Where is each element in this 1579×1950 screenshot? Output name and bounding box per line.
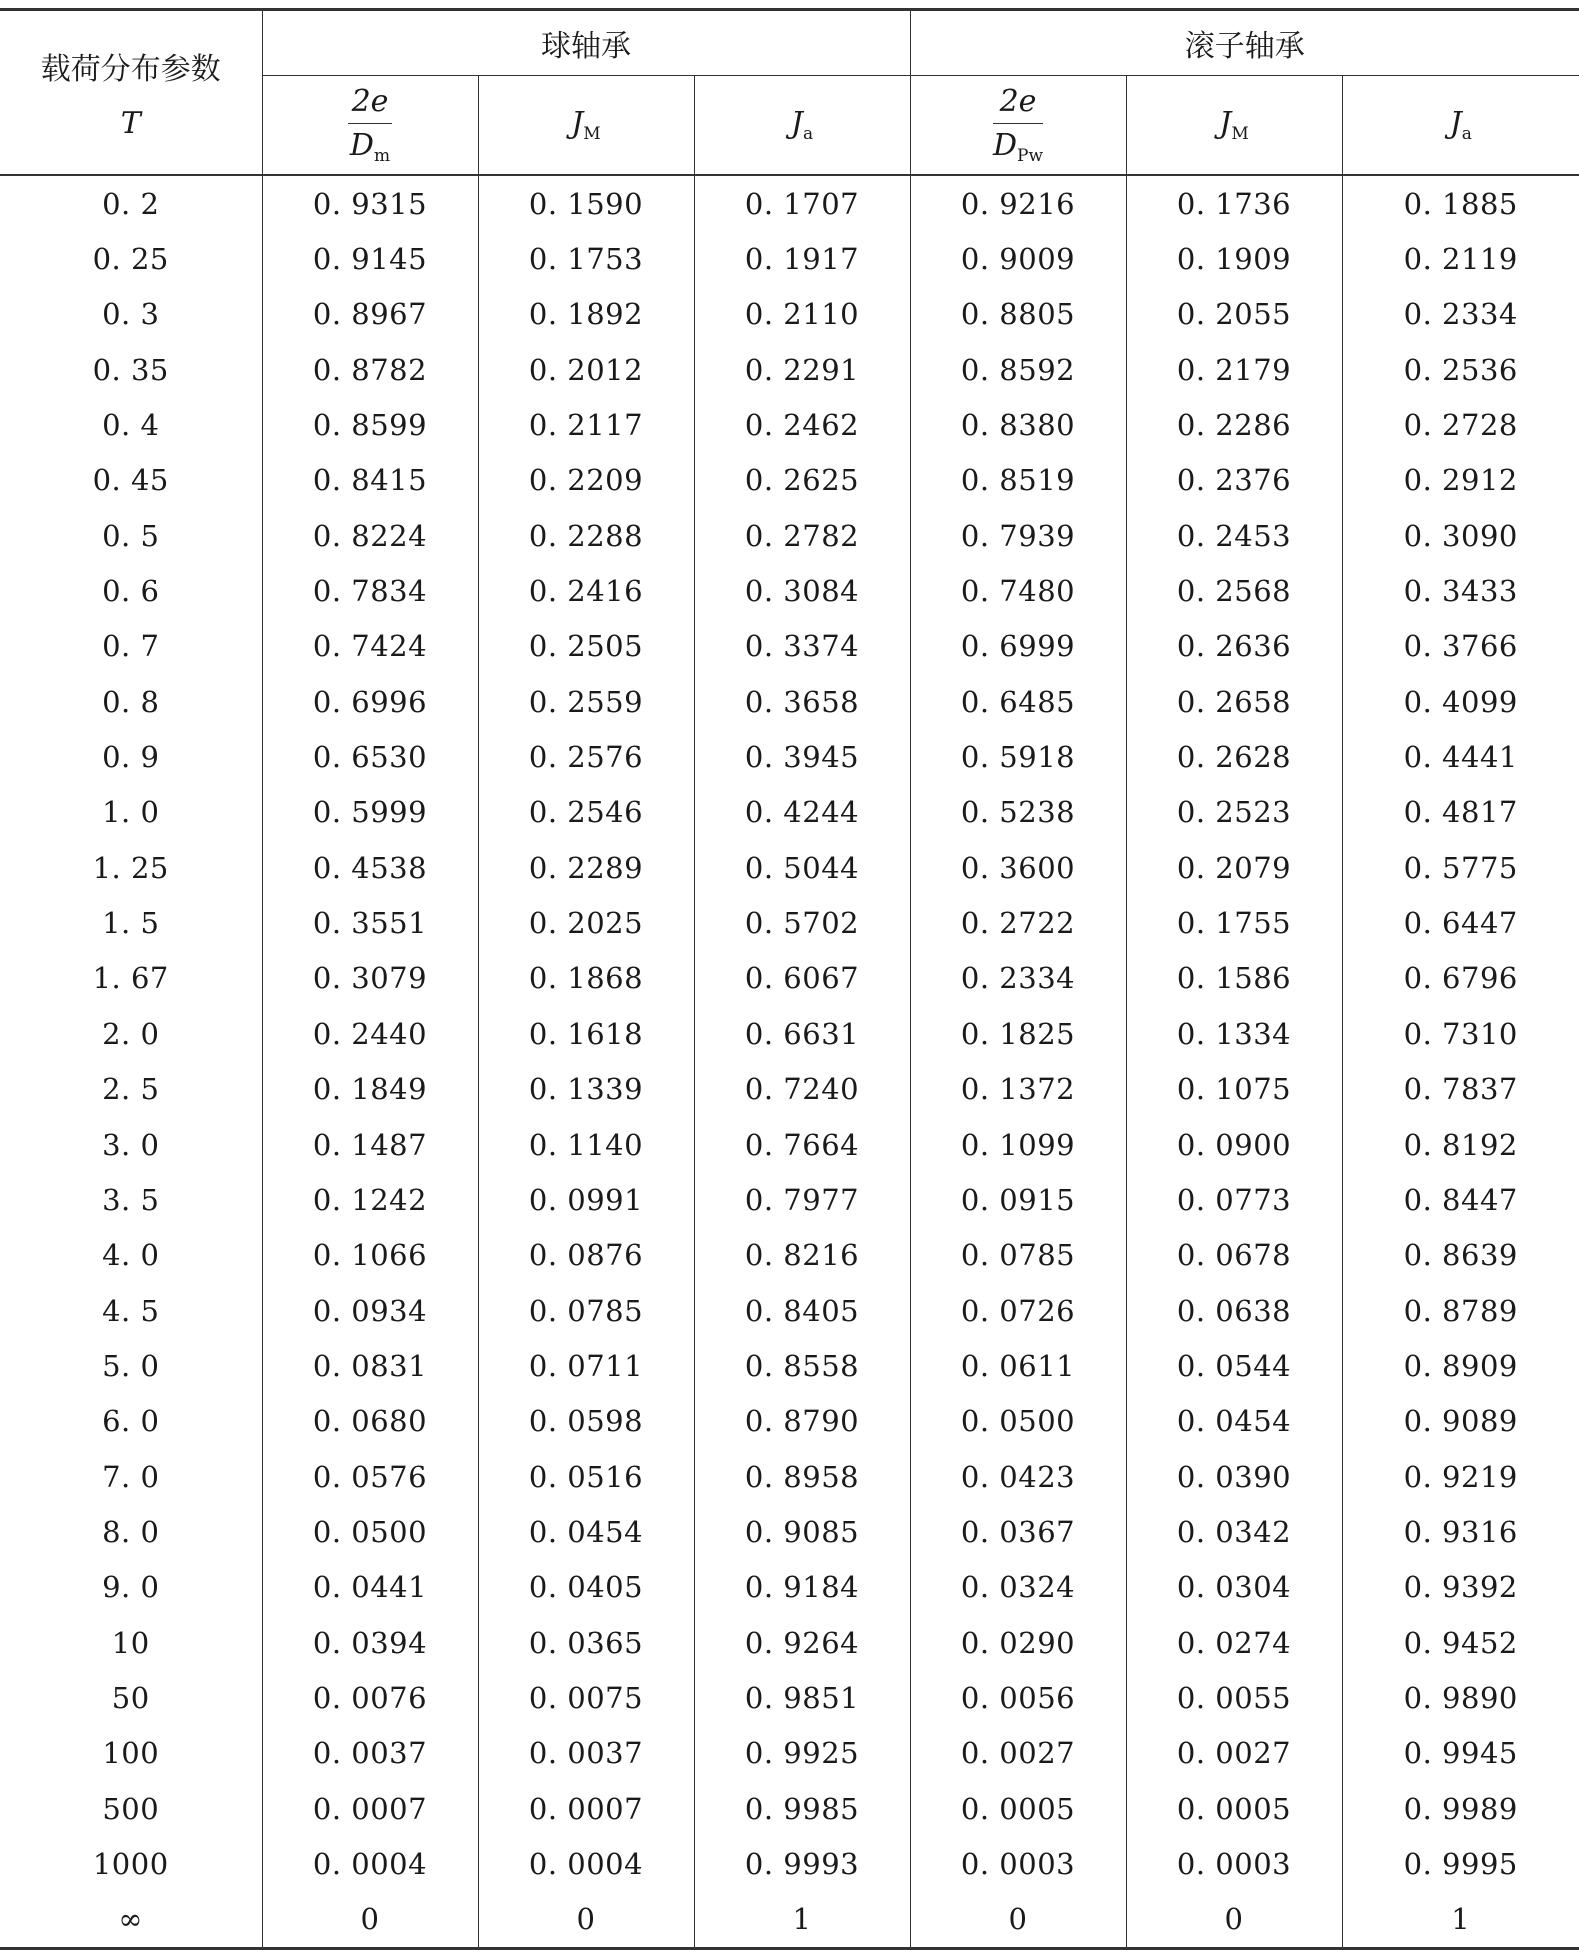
roller-eccentricity-cell: 0. 5238 (910, 785, 1126, 840)
ball-jm-cell: 0. 0785 (478, 1283, 694, 1338)
t-value-cell: 0. 7 (102, 629, 160, 664)
ball-fraction (348, 84, 393, 166)
ball-eccentricity-cell: 0. 1849 (262, 1062, 478, 1117)
ball-ja-cell: 0. 5702 (694, 895, 910, 950)
table-row (0, 397, 1579, 452)
roller-jm-cell: 0. 0304 (1126, 1560, 1342, 1615)
ball-eccentricity-header (262, 76, 478, 176)
roller-jm-cell: 0. 0900 (1126, 1117, 1342, 1172)
roller-jm-cell: 0. 1755 (1126, 895, 1342, 950)
roller-ja-cell: 0. 5775 (1342, 840, 1579, 895)
ball-ja-cell: 1 (694, 1892, 910, 1949)
table-row (0, 1504, 1579, 1559)
roller-jm-cell: 0. 0342 (1126, 1504, 1342, 1559)
ball-ja-cell: 0. 8958 (694, 1449, 910, 1504)
table-row (0, 287, 1579, 342)
ball-ja-cell: 0. 8558 (694, 1338, 910, 1393)
param-label: 载荷分布参数 (40, 52, 221, 87)
roller-den-sub: Pw (1017, 146, 1044, 166)
ball-ja-cell: 0. 5044 (694, 840, 910, 895)
roller-eccentricity-cell: 0. 8805 (910, 287, 1126, 342)
roller-jm-cell: 0. 0274 (1126, 1615, 1342, 1670)
ball-jm-cell: 0. 2012 (478, 342, 694, 397)
ball-eccentricity-cell: 0. 0500 (262, 1504, 478, 1559)
roller-eccentricity-header (910, 76, 1126, 176)
roller-eccentricity-cell: 0. 3600 (910, 840, 1126, 895)
ball-ja-cell: 0. 9925 (694, 1726, 910, 1781)
roller-jm-sub: M (1231, 124, 1249, 144)
ball-jm-cell: 0. 0991 (478, 1172, 694, 1227)
table-row (0, 1781, 1579, 1836)
ball-jm-cell: 0. 0516 (478, 1449, 694, 1504)
roller-ja-cell: 0. 4817 (1342, 785, 1579, 840)
ball-eccentricity-cell: 0. 1066 (262, 1228, 478, 1283)
t-value-cell: 4. 5 (102, 1293, 160, 1328)
ball-eccentricity-cell: 0. 0007 (262, 1781, 478, 1836)
roller-ja-cell: 0. 8447 (1342, 1172, 1579, 1227)
ball-eccentricity-cell: 0. 7834 (262, 563, 478, 618)
ball-eccentricity-cell: 0. 9315 (262, 175, 478, 231)
roller-jm-cell: 0. 0005 (1126, 1781, 1342, 1836)
roller-fraction-denominator (993, 124, 1043, 166)
ball-eccentricity-cell: 0. 0394 (262, 1615, 478, 1670)
ball-ja-cell: 0. 2291 (694, 342, 910, 397)
ball-eccentricity-cell: 0. 0934 (262, 1283, 478, 1338)
roller-jm-cell: 0. 2179 (1126, 342, 1342, 397)
table-row (0, 1615, 1579, 1670)
roller-eccentricity-cell: 0. 6485 (910, 674, 1126, 729)
t-value-cell: 1000 (92, 1846, 169, 1881)
roller-eccentricity-cell: 0 (910, 1892, 1126, 1949)
roller-eccentricity-cell: 0. 8519 (910, 453, 1126, 508)
ball-eccentricity-cell: 0. 4538 (262, 840, 478, 895)
ball-jm-cell: 0. 2288 (478, 508, 694, 563)
ball-ja-cell: 0. 1707 (694, 175, 910, 231)
table-row (0, 785, 1579, 840)
ball-eccentricity-cell: 0. 0831 (262, 1338, 478, 1393)
ball-ja-cell: 0. 1917 (694, 231, 910, 286)
roller-bearing-group-header: 滚子轴承 (910, 10, 1579, 76)
table-row (0, 1892, 1579, 1949)
roller-ja-cell: 0. 9219 (1342, 1449, 1579, 1504)
param-symbol: T (120, 106, 141, 141)
roller-ja-cell: 0. 4441 (1342, 729, 1579, 784)
ball-jm-cell: 0. 2416 (478, 563, 694, 618)
roller-jm-cell: 0. 2453 (1126, 508, 1342, 563)
bearing-table-container (0, 8, 1579, 1950)
t-value-cell: 0. 9 (102, 740, 160, 775)
ball-jm-cell: 0. 0711 (478, 1338, 694, 1393)
ball-eccentricity-cell: 0. 0441 (262, 1560, 478, 1615)
table-row (0, 231, 1579, 286)
roller-eccentricity-cell: 0. 0290 (910, 1615, 1126, 1670)
roller-eccentricity-cell: 0. 0500 (910, 1394, 1126, 1449)
ball-jm-cell: 0. 0037 (478, 1726, 694, 1781)
roller-ja-cell: 0. 9316 (1342, 1504, 1579, 1559)
table-row (0, 1283, 1579, 1338)
t-value-cell: 0. 6 (102, 574, 160, 609)
table-row (0, 674, 1579, 729)
table-row (0, 1670, 1579, 1725)
roller-ja-cell: 0. 8192 (1342, 1117, 1579, 1172)
ball-ja-cell: 0. 7664 (694, 1117, 910, 1172)
roller-jm-cell: 0. 0454 (1126, 1394, 1342, 1449)
ball-eccentricity-cell: 0 (262, 1892, 478, 1949)
roller-ja-cell: 0. 4099 (1342, 674, 1579, 729)
ball-jm-cell: 0. 1868 (478, 951, 694, 1006)
roller-jm-main: J (1219, 106, 1232, 141)
roller-ja-cell: 0. 2536 (1342, 342, 1579, 397)
roller-jm-cell: 0. 1736 (1126, 175, 1342, 231)
roller-ja-cell: 1 (1342, 1892, 1579, 1949)
ball-ja-cell: 0. 6067 (694, 951, 910, 1006)
ball-eccentricity-cell: 0. 0004 (262, 1836, 478, 1891)
roller-jm-cell: 0. 0055 (1126, 1670, 1342, 1725)
t-value-cell: ∞ (0, 1892, 262, 1949)
ball-ja-cell: 0. 3084 (694, 563, 910, 618)
t-value-cell: 0. 2 (102, 186, 160, 221)
table-row (0, 729, 1579, 784)
t-value-cell: 0. 8 (102, 684, 160, 719)
roller-ja-header (1342, 76, 1579, 176)
roller-eccentricity-cell: 0. 0003 (910, 1836, 1126, 1891)
ball-jm-cell: 0. 0876 (478, 1228, 694, 1283)
t-value-cell: 6. 0 (102, 1404, 160, 1439)
roller-jm-cell: 0. 2376 (1126, 453, 1342, 508)
ball-ja-cell: 0. 2625 (694, 453, 910, 508)
table-row (0, 951, 1579, 1006)
roller-ja-cell: 0. 3766 (1342, 619, 1579, 674)
ball-jm-cell: 0. 0365 (478, 1615, 694, 1670)
roller-ja-cell: 0. 9945 (1342, 1726, 1579, 1781)
roller-ja-cell: 0. 8909 (1342, 1338, 1579, 1393)
t-value-cell: 0. 3 (102, 297, 160, 332)
table-row (0, 1836, 1579, 1891)
roller-ja-cell: 0. 8639 (1342, 1228, 1579, 1283)
table-row (0, 895, 1579, 950)
t-value-cell: 3. 5 (102, 1182, 160, 1217)
ball-ja-cell: 0. 2110 (694, 287, 910, 342)
ball-ja-cell: 0. 8790 (694, 1394, 910, 1449)
table-row (0, 1117, 1579, 1172)
table-row (0, 1394, 1579, 1449)
roller-eccentricity-cell: 0. 2334 (910, 951, 1126, 1006)
roller-eccentricity-cell: 0. 7480 (910, 563, 1126, 618)
table-row (0, 1172, 1579, 1227)
roller-jm-cell: 0 (1126, 1892, 1342, 1949)
ball-ja-main: J (790, 106, 803, 141)
ball-den-sub: m (373, 146, 391, 166)
ball-den-main: D (349, 128, 374, 163)
roller-jm-cell: 0. 1075 (1126, 1062, 1342, 1117)
ball-ja-cell: 0. 9851 (694, 1670, 910, 1725)
roller-eccentricity-cell: 0. 0915 (910, 1172, 1126, 1227)
t-value-cell: 7. 0 (102, 1459, 160, 1494)
table-row (0, 453, 1579, 508)
roller-ja-cell: 0. 1885 (1342, 175, 1579, 231)
roller-den-main: D (992, 128, 1018, 163)
t-value-cell: 1. 67 (92, 961, 169, 996)
ball-ja-cell: 0. 3658 (694, 674, 910, 729)
ball-ja-cell: 0. 2462 (694, 397, 910, 452)
t-value-cell: 2. 5 (102, 1072, 160, 1107)
roller-eccentricity-cell: 0. 0324 (910, 1560, 1126, 1615)
roller-jm-cell: 0. 1909 (1126, 231, 1342, 286)
table-body (0, 175, 1579, 1949)
table-row (0, 619, 1579, 674)
roller-jm-cell: 0. 0773 (1126, 1172, 1342, 1227)
roller-jm-cell: 0. 2286 (1126, 397, 1342, 452)
table-row (0, 1006, 1579, 1061)
ball-jm-cell: 0. 0004 (478, 1836, 694, 1891)
roller-eccentricity-cell: 0. 2722 (910, 895, 1126, 950)
table-row (0, 840, 1579, 895)
ball-ja-cell: 0. 3374 (694, 619, 910, 674)
ball-jm-cell: 0. 0007 (478, 1781, 694, 1836)
t-value-cell: 1. 25 (92, 850, 169, 885)
ball-eccentricity-cell: 0. 3551 (262, 895, 478, 950)
ball-jm-cell: 0. 0075 (478, 1670, 694, 1725)
table-row (0, 1228, 1579, 1283)
table-row (0, 508, 1579, 563)
roller-ja-cell: 0. 7837 (1342, 1062, 1579, 1117)
roller-eccentricity-cell: 0. 0027 (910, 1726, 1126, 1781)
ball-eccentricity-cell: 0. 0037 (262, 1726, 478, 1781)
t-value-cell: 8. 0 (102, 1514, 160, 1549)
ball-ja-cell: 0. 9085 (694, 1504, 910, 1559)
ball-ja-cell: 0. 9264 (694, 1615, 910, 1670)
ball-eccentricity-cell: 0. 8782 (262, 342, 478, 397)
ball-jm-cell: 0. 0405 (478, 1560, 694, 1615)
ball-jm-cell: 0. 2025 (478, 895, 694, 950)
roller-ja-cell: 0. 2912 (1342, 453, 1579, 508)
roller-ja-cell: 0. 9890 (1342, 1670, 1579, 1725)
ball-ja-cell: 0. 9184 (694, 1560, 910, 1615)
ball-ja-cell: 0. 8405 (694, 1283, 910, 1338)
roller-eccentricity-cell: 0. 0056 (910, 1670, 1126, 1725)
roller-eccentricity-cell: 0. 9009 (910, 231, 1126, 286)
t-value-cell: 1. 5 (102, 906, 160, 941)
roller-jm-cell: 0. 2055 (1126, 287, 1342, 342)
roller-eccentricity-cell: 0. 0423 (910, 1449, 1126, 1504)
ball-eccentricity-cell: 0. 5999 (262, 785, 478, 840)
roller-eccentricity-cell: 0. 6999 (910, 619, 1126, 674)
roller-jm-cell: 0. 0027 (1126, 1726, 1342, 1781)
ball-eccentricity-cell: 0. 0076 (262, 1670, 478, 1725)
bearing-load-table (0, 8, 1579, 1950)
t-value-cell: 0. 4 (102, 408, 160, 443)
roller-ja-cell: 0. 9392 (1342, 1560, 1579, 1615)
roller-jm-cell: 0. 0678 (1126, 1228, 1342, 1283)
ball-eccentricity-cell: 0. 0680 (262, 1394, 478, 1449)
roller-ja-cell: 0. 2728 (1342, 397, 1579, 452)
ball-jm-cell: 0. 2289 (478, 840, 694, 895)
roller-eccentricity-cell: 0. 7939 (910, 508, 1126, 563)
ball-jm-sub: M (583, 124, 601, 144)
roller-ja-main: J (1449, 106, 1462, 141)
table-row (0, 342, 1579, 397)
ball-jm-cell: 0. 0598 (478, 1394, 694, 1449)
ball-fraction-denominator (348, 124, 393, 166)
param-header-cell (0, 10, 262, 176)
ball-jm-main: J (571, 106, 584, 141)
t-value-cell: 5. 0 (102, 1348, 160, 1383)
roller-ja-cell: 0. 9089 (1342, 1394, 1579, 1449)
ball-ja-cell: 0. 7977 (694, 1172, 910, 1227)
roller-eccentricity-cell: 0. 9216 (910, 175, 1126, 231)
t-value-cell: 9. 0 (102, 1570, 160, 1605)
roller-jm-cell: 0. 0544 (1126, 1338, 1342, 1393)
t-value-cell: 0. 45 (92, 463, 169, 498)
roller-jm-cell: 0. 0638 (1126, 1283, 1342, 1338)
ball-ja-header (694, 76, 910, 176)
roller-eccentricity-cell: 0. 0611 (910, 1338, 1126, 1393)
roller-ja-cell: 0. 3433 (1342, 563, 1579, 618)
roller-ja-cell: 0. 6447 (1342, 895, 1579, 950)
roller-ja-cell: 0. 9995 (1342, 1836, 1579, 1891)
table-row (0, 1062, 1579, 1117)
ball-ja-sub: a (802, 124, 814, 144)
roller-ja-sub: a (1461, 124, 1472, 144)
ball-eccentricity-cell: 0. 0576 (262, 1449, 478, 1504)
t-value-cell: 100 (102, 1736, 160, 1771)
ball-eccentricity-cell: 0. 8415 (262, 453, 478, 508)
ball-jm-cell: 0. 1753 (478, 231, 694, 286)
roller-eccentricity-cell: 0. 1099 (910, 1117, 1126, 1172)
ball-jm-cell: 0. 1339 (478, 1062, 694, 1117)
ball-jm-cell: 0. 1590 (478, 175, 694, 231)
roller-ja-cell: 0. 3090 (1342, 508, 1579, 563)
roller-jm-cell: 0. 0003 (1126, 1836, 1342, 1891)
roller-eccentricity-cell: 0. 1825 (910, 1006, 1126, 1061)
t-value-cell: 500 (102, 1791, 160, 1826)
ball-eccentricity-cell: 0. 9145 (262, 231, 478, 286)
roller-fraction (993, 84, 1043, 166)
ball-jm-cell: 0. 2209 (478, 453, 694, 508)
ball-eccentricity-cell: 0. 8967 (262, 287, 478, 342)
ball-eccentricity-cell: 0. 1242 (262, 1172, 478, 1227)
ball-eccentricity-cell: 0. 1487 (262, 1117, 478, 1172)
roller-jm-cell: 0. 2636 (1126, 619, 1342, 674)
ball-ja-cell: 0. 6631 (694, 1006, 910, 1061)
roller-eccentricity-cell: 0. 1372 (910, 1062, 1126, 1117)
roller-eccentricity-cell: 0. 0367 (910, 1504, 1126, 1559)
roller-jm-cell: 0. 2523 (1126, 785, 1342, 840)
roller-ja-cell: 0. 8789 (1342, 1283, 1579, 1338)
ball-jm-header (478, 76, 694, 176)
ball-eccentricity-cell: 0. 7424 (262, 619, 478, 674)
ball-jm-cell: 0. 2505 (478, 619, 694, 674)
t-value-cell: 10 (111, 1625, 150, 1660)
roller-eccentricity-cell: 0. 8592 (910, 342, 1126, 397)
ball-ja-cell: 0. 2782 (694, 508, 910, 563)
ball-ja-cell: 0. 3945 (694, 729, 910, 784)
roller-jm-cell: 0. 1586 (1126, 951, 1342, 1006)
roller-eccentricity-cell: 0. 5918 (910, 729, 1126, 784)
roller-eccentricity-cell: 0. 0785 (910, 1228, 1126, 1283)
ball-eccentricity-cell: 0. 3079 (262, 951, 478, 1006)
t-value-cell: 0. 5 (102, 518, 160, 553)
ball-jm-cell: 0. 2546 (478, 785, 694, 840)
t-value-cell: 1. 0 (102, 795, 160, 830)
roller-jm-cell: 0. 2568 (1126, 563, 1342, 618)
ball-jm-cell: 0 (478, 1892, 694, 1949)
ball-jm-cell: 0. 2117 (478, 397, 694, 452)
ball-eccentricity-cell: 0. 8224 (262, 508, 478, 563)
ball-bearing-group-header: 球轴承 (262, 10, 910, 76)
t-value-cell: 0. 25 (92, 242, 169, 277)
ball-fraction-numerator: 2e (348, 84, 393, 124)
roller-jm-cell: 0. 1334 (1126, 1006, 1342, 1061)
ball-jm-cell: 0. 2559 (478, 674, 694, 729)
t-value-cell: 0. 35 (92, 352, 169, 387)
ball-jm-cell: 0. 0454 (478, 1504, 694, 1559)
roller-eccentricity-cell: 0. 0726 (910, 1283, 1126, 1338)
roller-ja-cell: 0. 6796 (1342, 951, 1579, 1006)
table-row (0, 1560, 1579, 1615)
ball-ja-cell: 0. 9985 (694, 1781, 910, 1836)
t-value-cell: 50 (111, 1680, 150, 1715)
table-row (0, 563, 1579, 618)
roller-jm-header (1126, 76, 1342, 176)
ball-jm-cell: 0. 2576 (478, 729, 694, 784)
roller-ja-cell: 0. 2119 (1342, 231, 1579, 286)
roller-jm-cell: 0. 2628 (1126, 729, 1342, 784)
roller-ja-cell: 0. 2334 (1342, 287, 1579, 342)
roller-eccentricity-cell: 0. 0005 (910, 1781, 1126, 1836)
roller-jm-cell: 0. 2079 (1126, 840, 1342, 895)
ball-ja-cell: 0. 8216 (694, 1228, 910, 1283)
table-header (0, 10, 1579, 176)
roller-jm-cell: 0. 0390 (1126, 1449, 1342, 1504)
table-row (0, 1449, 1579, 1504)
ball-ja-cell: 0. 9993 (694, 1836, 910, 1891)
roller-ja-cell: 0. 7310 (1342, 1006, 1579, 1061)
t-value-cell: 4. 0 (102, 1238, 160, 1273)
t-value-cell: 3. 0 (102, 1127, 160, 1162)
ball-eccentricity-cell: 0. 2440 (262, 1006, 478, 1061)
ball-jm-cell: 0. 1892 (478, 287, 694, 342)
ball-eccentricity-cell: 0. 8599 (262, 397, 478, 452)
roller-jm-cell: 0. 2658 (1126, 674, 1342, 729)
ball-ja-cell: 0. 4244 (694, 785, 910, 840)
roller-ja-cell: 0. 9452 (1342, 1615, 1579, 1670)
t-value-cell: 2. 0 (102, 1016, 160, 1051)
ball-jm-cell: 0. 1618 (478, 1006, 694, 1061)
ball-ja-cell: 0. 7240 (694, 1062, 910, 1117)
table-row (0, 1726, 1579, 1781)
roller-eccentricity-cell: 0. 8380 (910, 397, 1126, 452)
roller-fraction-numerator: 2e (993, 84, 1043, 124)
roller-ja-cell: 0. 9989 (1342, 1781, 1579, 1836)
ball-jm-cell: 0. 1140 (478, 1117, 694, 1172)
ball-eccentricity-cell: 0. 6530 (262, 729, 478, 784)
ball-eccentricity-cell: 0. 6996 (262, 674, 478, 729)
table-row (0, 175, 1579, 231)
table-row (0, 1338, 1579, 1393)
